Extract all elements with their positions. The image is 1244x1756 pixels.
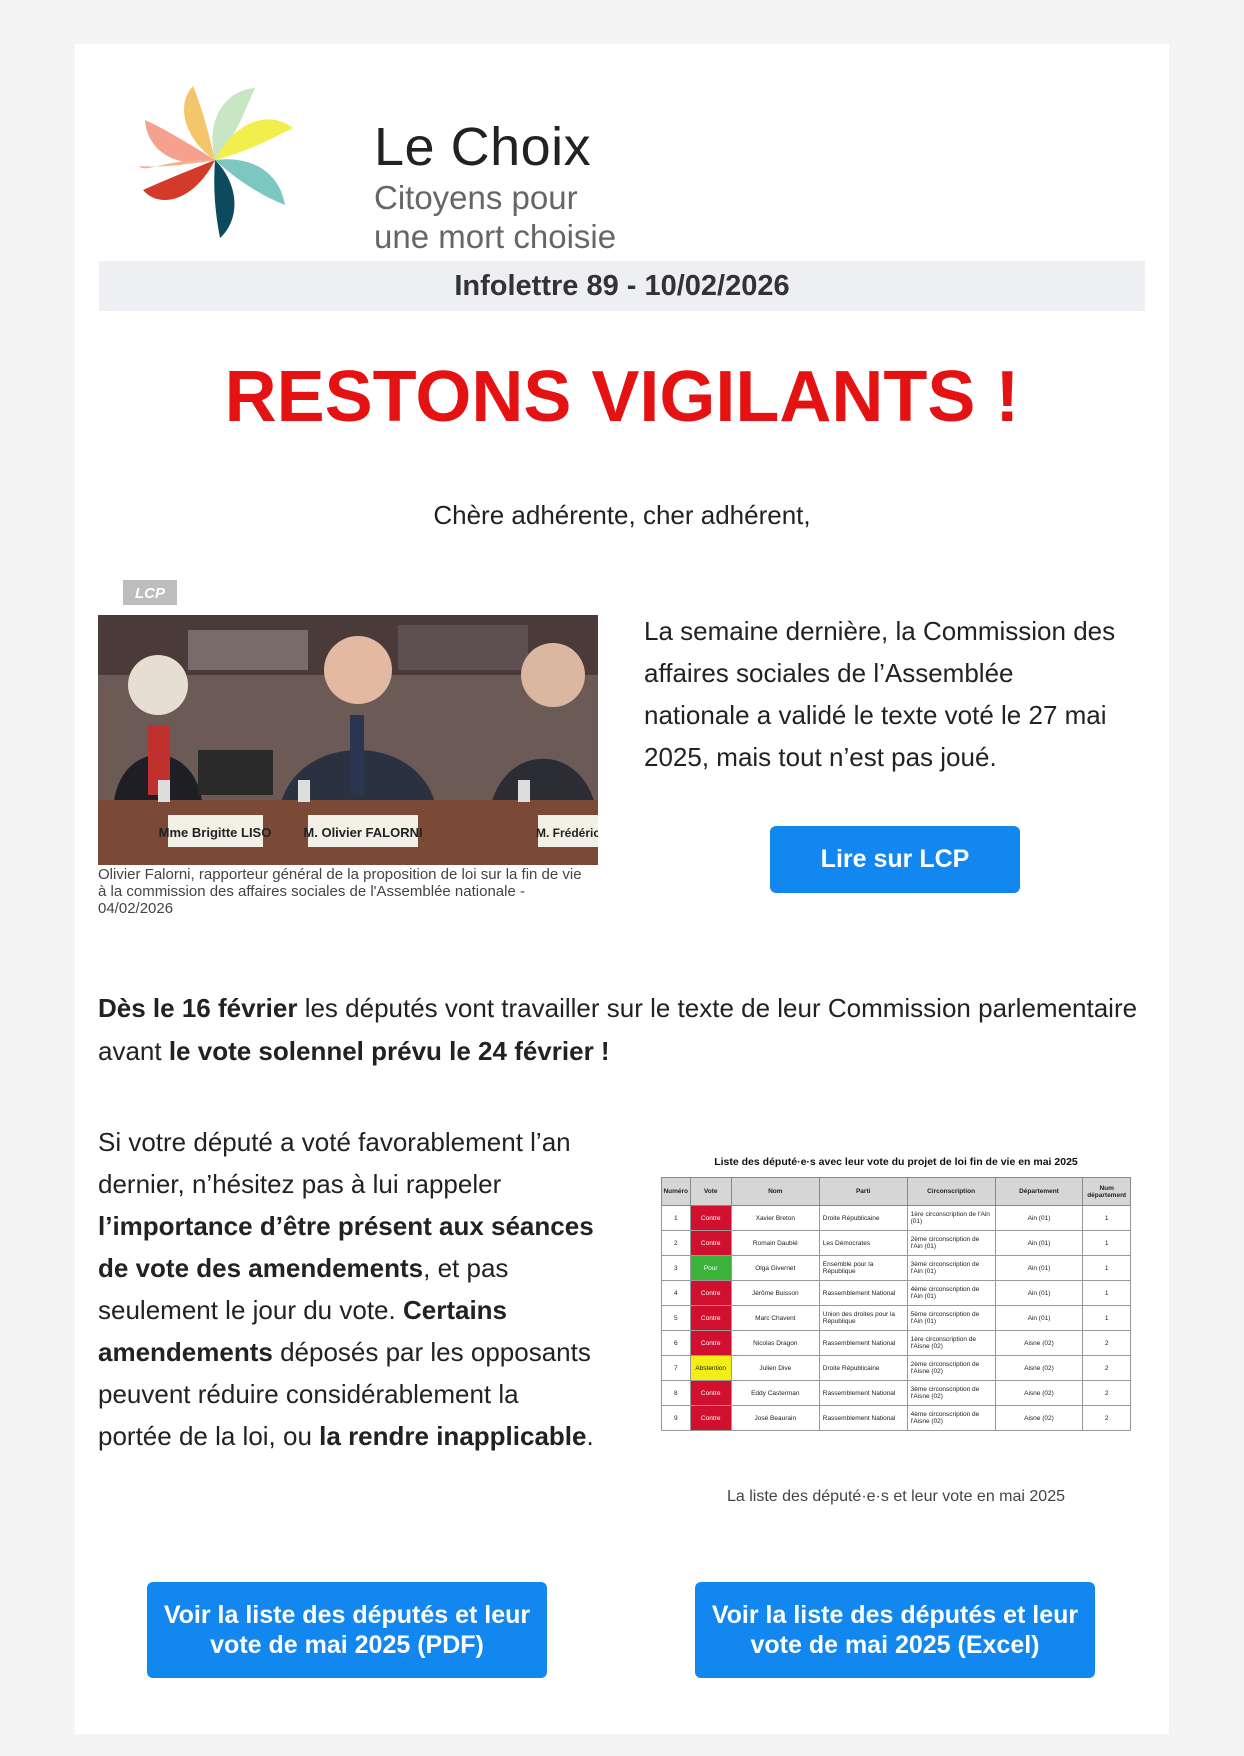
dates-paragraph [98,987,1138,1073]
vote-table-row [662,1381,1131,1406]
dates-bold-1: Dès le 16 février [98,993,298,1023]
logo-title: Le Choix [374,117,592,177]
vote-table-cell: Aisne (02) [995,1331,1083,1356]
pinwheel-logo-icon [130,80,300,240]
vote-table-header: Vote [690,1178,731,1206]
vote-table-header: Parti [819,1178,907,1206]
vote-table-cell: 8 [662,1381,691,1406]
reminder-bold-1: l’importance d’être présent aux séances de vote des amendements [98,1211,594,1283]
vote-table-cell: 2ème circonscription de l'Ain (01) [907,1231,995,1256]
vote-table-cell: Olga Givernet [731,1256,819,1281]
reminder-bold-3: la rendre inapplicable [319,1421,587,1451]
hearing-photo[interactable] [98,575,598,888]
vote-table-row [662,1256,1131,1281]
vote-table-cell: Marc Chavent [731,1306,819,1331]
vote-table-title: Liste des député·e·s avec leur vote du projet de loi fin de vie en mai 2025 [714,1156,1078,1168]
photo-caption: Olivier Falorni, rapporteur général de la proposition de loi sur la fin de vie à la commission des affaires sociales de l'Assemblée nationale - 04/02/2026 [98,866,582,917]
nameplate-frederic: M. Frédéric [535,826,598,840]
vote-table-cell: 2 [662,1231,691,1256]
vote-table-cell: Nicolas Dragon [731,1331,819,1356]
vote-table-cell: 4ème circonscription de l'Aisne (02) [907,1406,995,1431]
vote-table-cell: Julien Dive [731,1356,819,1381]
vote-table-cell: Ain (01) [995,1306,1083,1331]
vote-table-cell: 1 [1083,1206,1131,1231]
vote-table-cell: 7 [662,1356,691,1381]
vote-table-cell: 6 [662,1331,691,1356]
vote-table-cell: Rassemblement National [819,1331,907,1356]
logo-subtitle-line2: une mort choisie [374,218,617,255]
vote-table-cell: Aisne (02) [995,1356,1083,1381]
vote-table-cell: 2ème circonscription de l'Aisne (02) [907,1356,995,1381]
dates-text-1: les députés vont travailler sur le texte de leur Commission parlementaire avant [98,993,1138,1066]
reminder-bold-2: Certains amendements [98,1295,508,1367]
headline: RESTONS VIGILANTS ! [224,357,1020,437]
vote-table-cell: Aisne (02) [995,1381,1083,1406]
vote-table-cell: 1ère circonscription de l'Ain (01) [907,1206,995,1231]
greeting: Chère adhérente, cher adhérent, [433,500,811,530]
vote-table-cell: Aisne (02) [995,1406,1083,1431]
vote-table-cell: Ain (01) [995,1256,1083,1281]
vote-table-cell: Les Démocrates [819,1231,907,1256]
vote-table-cell: Droite Républicaine [819,1206,907,1231]
vote-table-cell: Rassemblement National [819,1406,907,1431]
vote-table-caption: La liste des député·e·s et leur vote en mai 2025 [727,1488,1065,1505]
vote-table-row [662,1406,1131,1431]
intro-paragraph: La semaine dernière, la Commission des affaires sociales de l’Assemblée nationale a validé le texte voté le 27 mai 2025, mais tout n’est pas joué. [644,616,1116,772]
vote-table-image[interactable] [661,1156,1131,1431]
vote-table-cell: 9 [662,1406,691,1431]
vote-table-cell: 1 [1083,1231,1131,1256]
vote-table-row [662,1356,1131,1381]
vote-table-cell: 1 [1083,1306,1131,1331]
vote-table-row [662,1281,1131,1306]
vote-table-cell: Contre [690,1406,731,1431]
vote-table-cell: Contre [690,1231,731,1256]
vote-table-cell: Romain Daubié [731,1231,819,1256]
vote-table-cell: Droite Républicaine [819,1356,907,1381]
commission-photo [98,575,598,888]
logo-subtitle-line1: Citoyens pour [374,179,578,216]
lcp-badge: LCP [135,585,165,602]
reminder-text-4: . [586,1421,594,1451]
nameplate-falorni: M. Olivier FALORNI [303,825,423,840]
vote-table-cell: 3 [662,1256,691,1281]
vote-table-cell: Rassemblement National [819,1281,907,1306]
vote-table-header: Numéro [662,1178,691,1206]
vote-table-row [662,1231,1131,1256]
vote-table-cell: 5 [662,1306,691,1331]
vote-table-cell: Pour [690,1256,731,1281]
vote-table-cell: 1ère circonscription de l'Aisne (02) [907,1331,995,1356]
vote-table-cell: Contre [690,1281,731,1306]
logo-subtitle [374,178,616,256]
vote-table-cell: 3ème circonscription de l'Aisne (02) [907,1381,995,1406]
vote-table-cell: Jérôme Buisson [731,1281,819,1306]
vote-table-cell: Contre [690,1381,731,1406]
vote-table-cell: Abstention [690,1356,731,1381]
vote-table-row [662,1206,1131,1231]
issue-banner: Infolettre 89 - 10/02/2026 [99,261,1145,311]
vote-table-cell: 5ème circonscription de l'Ain (01) [907,1306,995,1331]
vote-table-cell: Rassemblement National [819,1381,907,1406]
vote-table-cell: Ain (01) [995,1231,1083,1256]
vote-table-header: Département [995,1178,1083,1206]
reminder-text-3: déposés par les opposants peuvent réduire considérablement la portée de la loi, ou [98,1337,591,1451]
vote-table-cell: Ain (01) [995,1206,1083,1231]
vote-table-cell: Ensemble pour la République [819,1256,907,1281]
vote-table-cell: 1 [1083,1281,1131,1306]
vote-table-cell: Contre [690,1206,731,1231]
vote-table-cell: Contre [690,1331,731,1356]
vote-table [661,1177,1131,1431]
vote-table-cell: Eddy Casterman [731,1381,819,1406]
vote-table-row [662,1306,1131,1331]
vote-table-cell: 1 [1083,1256,1131,1281]
vote-table-cell: Ain (01) [995,1281,1083,1306]
reminder-paragraph [98,1121,598,1457]
vote-table-header: Nom [731,1178,819,1206]
reminder-text-1: Si votre député a voté favorablement l’an dernier, n’hésitez pas à lui rappeler [98,1127,571,1199]
read-on-lcp-button[interactable]: Lire sur LCP [770,826,1020,893]
vote-table-cell: Contre [690,1306,731,1331]
nameplate-liso: Mme Brigitte LISO [158,825,272,840]
excel-list-button[interactable]: Voir la liste des députés et leur vote de mai 2025 (Excel) [695,1582,1095,1678]
vote-table-cell: José Beaurain [731,1406,819,1431]
vote-table-cell: 2 [1083,1331,1131,1356]
logo[interactable] [130,80,650,255]
vote-table-cell: 1 [662,1206,691,1231]
vote-table-cell: Union des droites pour la République [819,1306,907,1331]
pdf-list-button[interactable]: Voir la liste des députés et leur vote de mai 2025 (PDF) [147,1582,547,1678]
vote-table-cell: 2 [1083,1356,1131,1381]
vote-table-cell: 4 [662,1281,691,1306]
vote-table-header: Circonscription [907,1178,995,1206]
vote-table-row [662,1331,1131,1356]
newsletter-card [75,44,1169,1734]
vote-table-header: Num département [1083,1178,1131,1206]
vote-table-cell: Xavier Breton [731,1206,819,1231]
vote-table-cell: 3ème circonscription de l'Ain (01) [907,1256,995,1281]
vote-table-cell: 4ème circonscription de l'Ain (01) [907,1281,995,1306]
dates-bold-2: le vote solennel prévu le 24 février ! [168,1036,610,1066]
reminder-text-2: , et pas seulement le jour du vote. [98,1253,509,1325]
vote-table-cell: 2 [1083,1406,1131,1431]
vote-table-cell: 2 [1083,1381,1131,1406]
